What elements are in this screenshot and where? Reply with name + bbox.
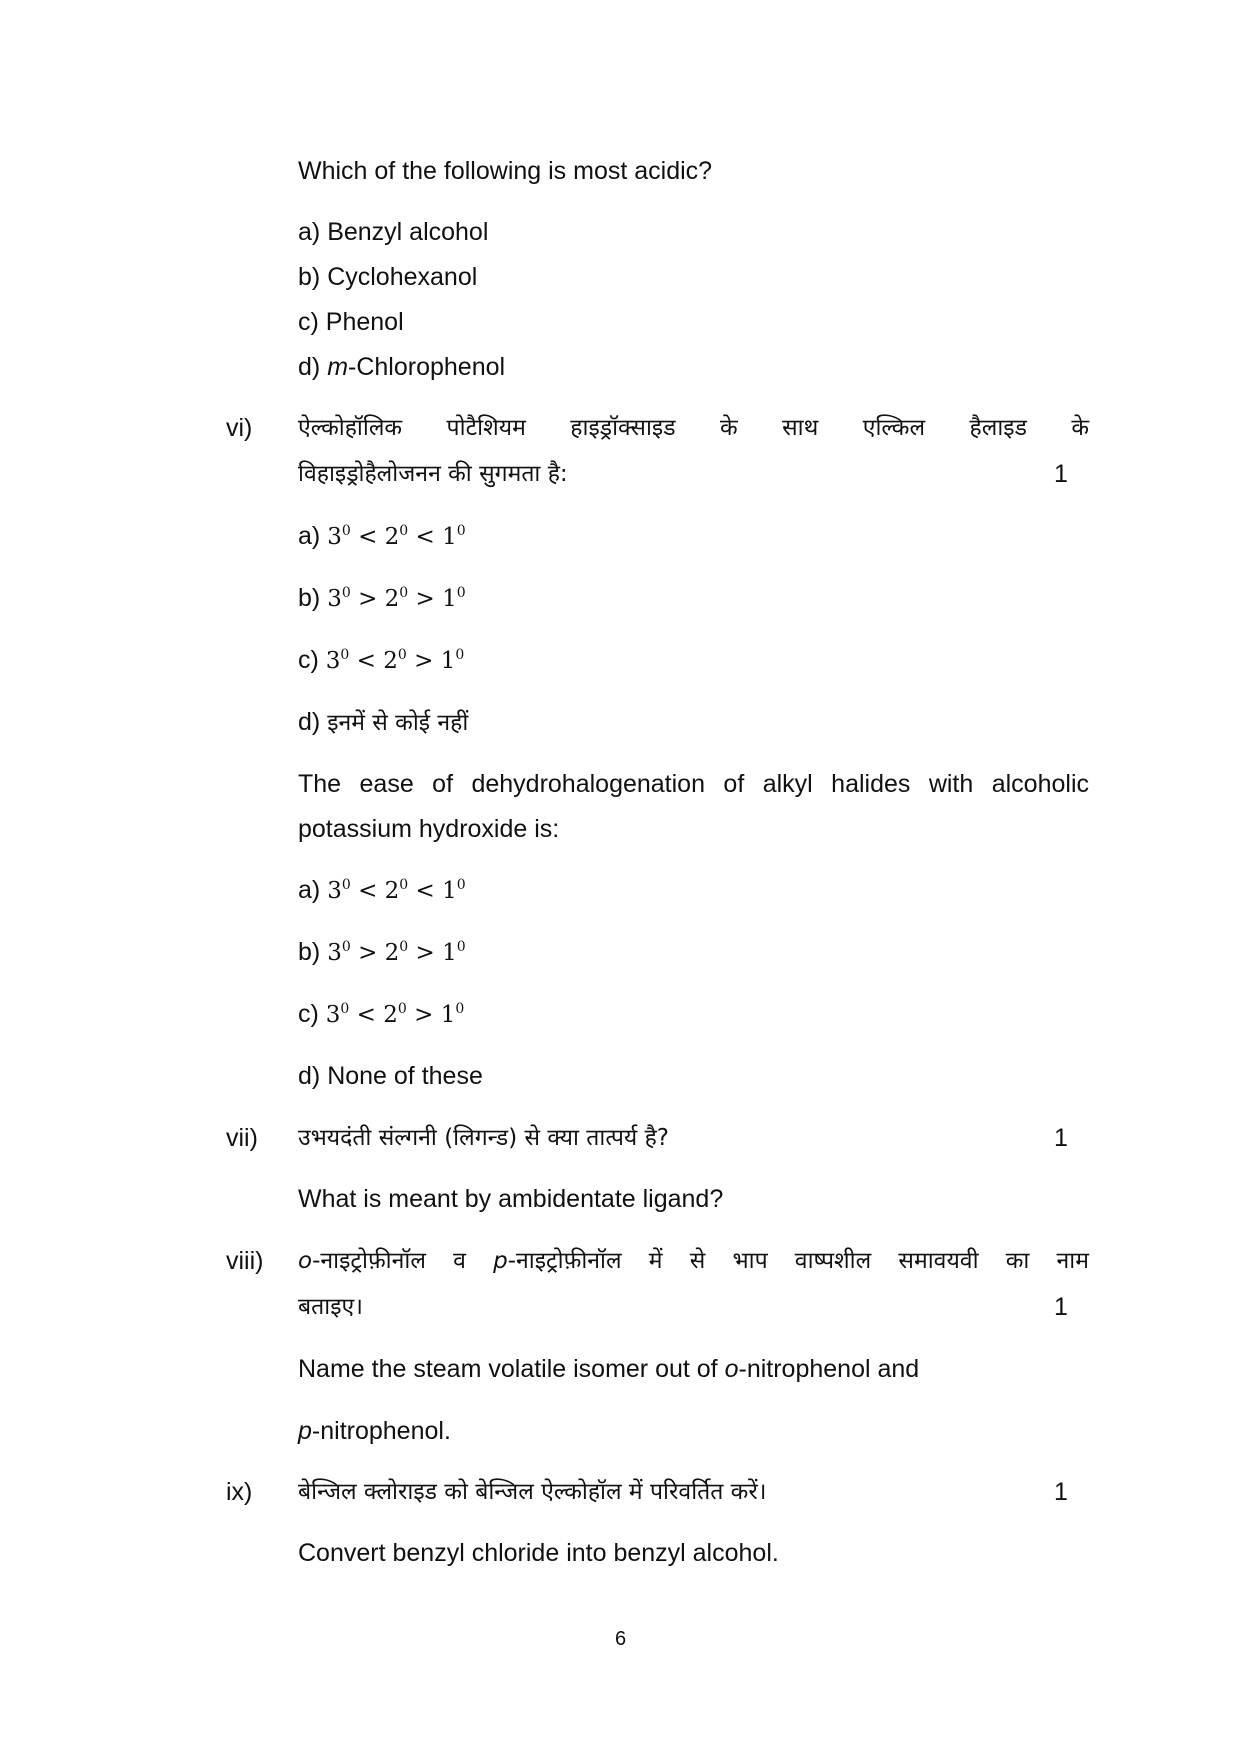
q8-english-line1: Name the steam volatile isomer out of o-nitrophenol and [298,1355,920,1383]
q6-en-option-a: a) $3^0 < 2^0 < 1^0$ [298,876,466,904]
q9-english: Convert benzyl chloride into benzyl alcohol. [298,1539,779,1567]
q6-english-line1: The ease of dehydrohalogenation of alkyl halides with alcoholic [298,770,1089,798]
q6-en-option-b: b) $3^0 > 2^0 > 1^0$ [298,938,466,966]
q9-hindi: बेन्जिल क्लोराइड को बेन्जिल ऐल्कोहॉल में परिवर्तित करें। [298,1479,767,1505]
q6-hi-option-c: c) $3^0 < 2^0 > 1^0$ [298,646,465,674]
q9-number: ix) [226,1478,253,1506]
q7-number: vii) [226,1124,258,1152]
q6-en-option-d: d) None of these [298,1062,483,1090]
q5-question-en: Which of the following is most acidic? [298,157,713,185]
q7-hindi: उभयदंती संल्गनी (लिगन्ड) से क्या तात्पर्य है? [298,1125,669,1151]
q6-hindi-line2: विहाइड्रोहैलोजनन की सुगमता है: [298,461,568,487]
q6-hi-option-a: a) $3^0 < 2^0 < 1^0$ [298,522,466,550]
q5-option-d: d) m-Chlorophenol [298,353,506,381]
q7-marks: 1 [1054,1124,1068,1152]
q6-number: vi) [226,414,253,442]
q8-hindi-line1: o-नाइट्रोफ़ीनॉल व p-नाइट्रोफ़ीनॉल में से भाप वाष्पशील समावयवी का नाम [298,1248,1089,1274]
q6-marks: 1 [1054,460,1068,488]
q8-english-line2: p-nitrophenol. [298,1417,451,1445]
q5-option-b: b) Cyclohexanol [298,263,478,291]
q8-hindi-line2: बताइए। [298,1294,363,1320]
q5-option-c: c) Phenol [298,308,404,336]
q6-hi-option-b: b) $3^0 > 2^0 > 1^0$ [298,584,466,612]
q6-en-option-c: c) $3^0 < 2^0 > 1^0$ [298,1000,465,1028]
q5-option-a: a) Benzyl alcohol [298,218,489,246]
q8-marks: 1 [1054,1293,1068,1321]
q7-english: What is meant by ambidentate ligand? [298,1185,724,1213]
q9-marks: 1 [1054,1478,1068,1506]
q6-hi-option-d: d) इनमें से कोई नहीं [298,708,469,736]
q6-english-line2: potassium hydroxide is: [298,815,560,843]
q6-hindi-line1: ऐल्कोहॉलिक पोटैशियम हाइड्रॉक्साइड के साथ एल्किल हैलाइड के [298,415,1089,441]
page-number: 6 [614,1628,627,1650]
q8-number: viii) [226,1247,264,1275]
